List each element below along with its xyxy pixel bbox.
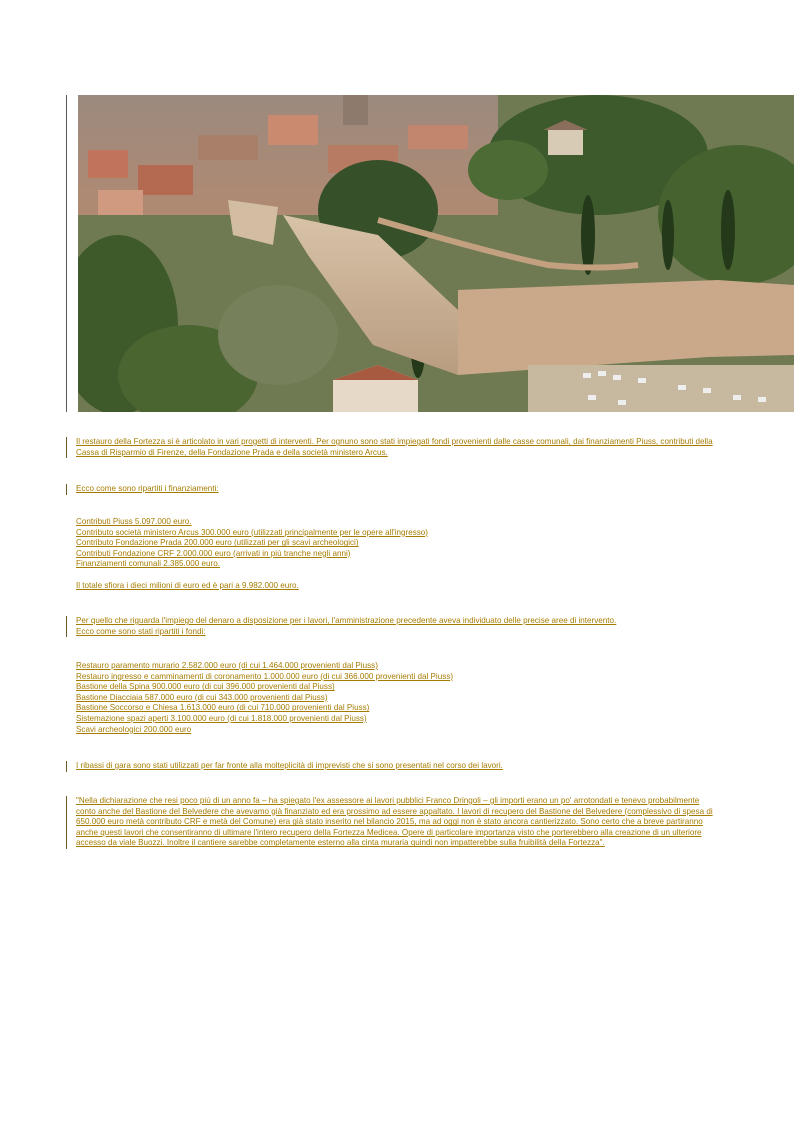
fortress-aerial-photo [78,95,794,412]
allocation-item: Restauro paramento murario 2.582.000 euro (di cui 1.464.000 provenienti dal Piuss) [76,661,378,670]
quote-paragraph: "Nella dichiarazione che resi poco più di un anno fa – ha spiegato l'ex assessore ai lavori pubblici Franco Dringoli – gli importi erano un po' arrotondati e tenevo probabilmente conto anche del Bastione del Belvedere che avevamo già finanziato ed era prossimo ad essere appaltato. I lavori di recupero del Bastione del Belvedere (complessivo di spesa di 650.000 euro metà contributo CRF e metà del Comune) era già stato inserito nel bilancio 2015, ma ad oggi non è stato ancora cantierizzato. Sono certo che a breve partiranno anche questi lavori che consentiranno di ultimare l'intero recupero della Fortezza Medicea. Opere di particolare importanza visto che porterebbero alla creazione di un ulteriore accesso da viale Buozzi. Inoltre il cantiere sarebbe completamente esterno alla cinta muraria quindi non impatterebbe sulla fruibilità della Fortezza". [76,796,713,848]
allocation-item: Bastione della Spina 900.000 euro (di cui 396.000 provenienti dal Piuss) [76,682,335,692]
allocation-item: Scavi archeologici 200.000 euro [76,724,192,734]
allocation-intro-line: Per quello che riguarda l'impiego del denaro a disposizione per i lavori, l'amministrazione precedente aveva individuato delle precise aree di intervento. [76,616,617,625]
quote-block [66,796,726,849]
allocation-item: Sistemazione spazi aperti 3.100.000 euro (di cui 1.818.000 provenienti dal Piuss) [76,713,367,723]
funding-total: Il totale sfiora i dieci milioni di euro ed è pari a 9.982.000 euro. [76,580,299,590]
ribassi-paragraph: I ribassi di gara sono stati utilizzati per far fronte alla molteplicità di imprevisti che si sono presentati nel corso dei lavori. [76,761,503,770]
allocation-item: Restauro ingresso e camminamenti di coronamento 1.000.000 euro (di cui 366.000 provenienti dal Piuss) [76,671,454,681]
margin-bar [66,437,67,458]
allocation-intro-line: Ecco come sono stati ripartiti i fondi: [76,626,206,636]
funding-heading: Ecco come sono ripartiti i finanziamenti: [76,484,219,493]
funding-item: Finanziamenti comunali 2.385.000 euro. [76,559,220,569]
photo-margin-rule [66,95,67,412]
funding-item: Contributi Fondazione CRF 2.000.000 euro (arrivati in più tranche negli anni) [76,548,351,558]
funding-heading-block [66,484,726,495]
intro-paragraph-block [66,437,726,458]
allocation-item: Bastione Diacciaia 587.000 euro (di cui 343.000 provenienti dal Piuss) [76,692,328,702]
margin-bar [66,616,67,637]
funding-item: Contributo Fondazione Prada 200.000 euro (utilizzati per gli scavi archeologici) [76,538,359,548]
margin-bar [66,484,67,495]
allocation-item: Bastione Soccorso e Chiesa 1.613.000 euro (di cui 710.000 provenienti dal Piuss) [76,703,370,713]
intro-paragraph: Il restauro della Fortezza si è articolato in vari progetti di interventi. Per ognuno sono stati impiegati fondi provenienti dalle casse comunali, dai finanziamenti Piuss, contributi della Cassa di Risparmio di Firenze, della Fondazione Prada e della società ministero Arcus. [76,437,713,457]
margin-bar [66,796,67,849]
ribassi-block [66,761,726,772]
margin-bar [66,761,67,772]
fortress-photo-illustration [78,95,794,412]
funding-item: Contributo società ministero Arcus 300.000 euro (utilizzati principalmente per le opere all'ingresso) [76,527,429,537]
allocation-intro-block [66,616,726,637]
funding-item: Contributi Piuss 5.097.000 euro. [76,517,192,526]
